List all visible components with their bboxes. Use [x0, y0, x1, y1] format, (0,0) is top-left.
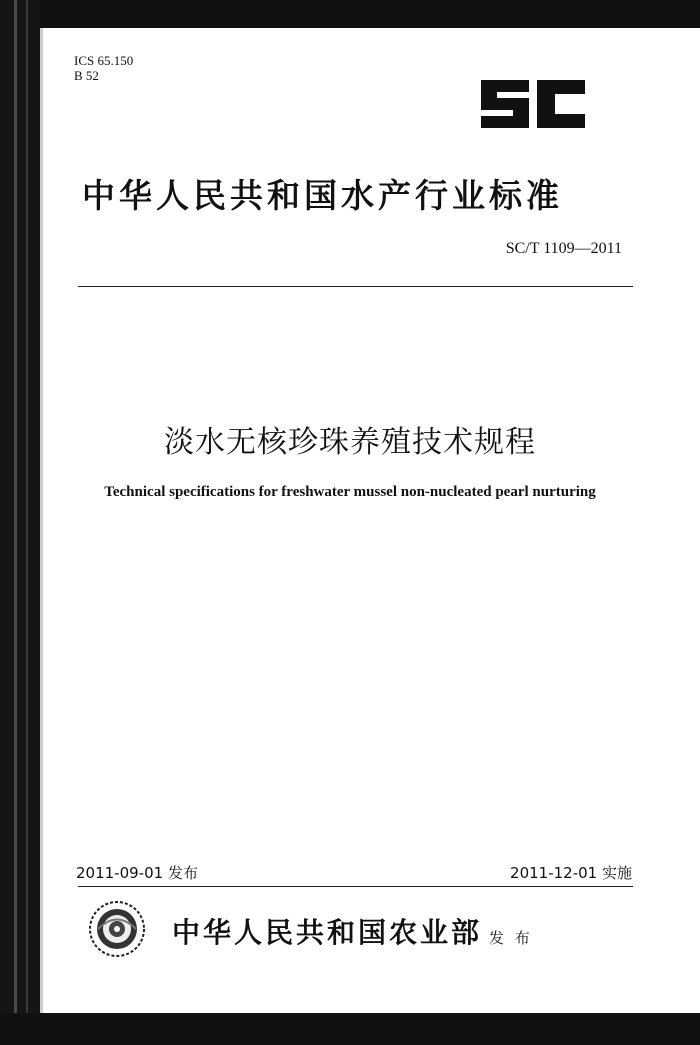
scan-top-border [0, 0, 700, 28]
publish-label: 发 布 [489, 929, 533, 947]
ics-code: ICS 65.150 [74, 53, 134, 68]
scan-bottom-border [0, 1013, 700, 1045]
standard-number: SC/T 1109—2011 [505, 240, 622, 257]
implementation-date: 2011-12-01 实施 [510, 864, 632, 882]
footer-divider [78, 886, 633, 887]
ministry-emblem-icon [88, 900, 146, 958]
sc-logo-icon [477, 78, 589, 130]
header-divider [78, 286, 633, 287]
scan-left-border [0, 0, 40, 1045]
classification-code: B 52 [74, 68, 99, 83]
document-title-chinese: 淡水无核珍珠养殖技术规程 [164, 425, 536, 460]
standard-organization-title: 中华人民共和国水产行业标准 [82, 176, 563, 215]
page-edge [40, 28, 43, 1013]
publisher-name: 中华人民共和国农业部 [172, 916, 483, 949]
document-title-english: Technical specifications for freshwater mussel non-nucleated pearl nurturing [104, 484, 596, 500]
issue-date: 2011-09-01 发布 [76, 864, 198, 882]
